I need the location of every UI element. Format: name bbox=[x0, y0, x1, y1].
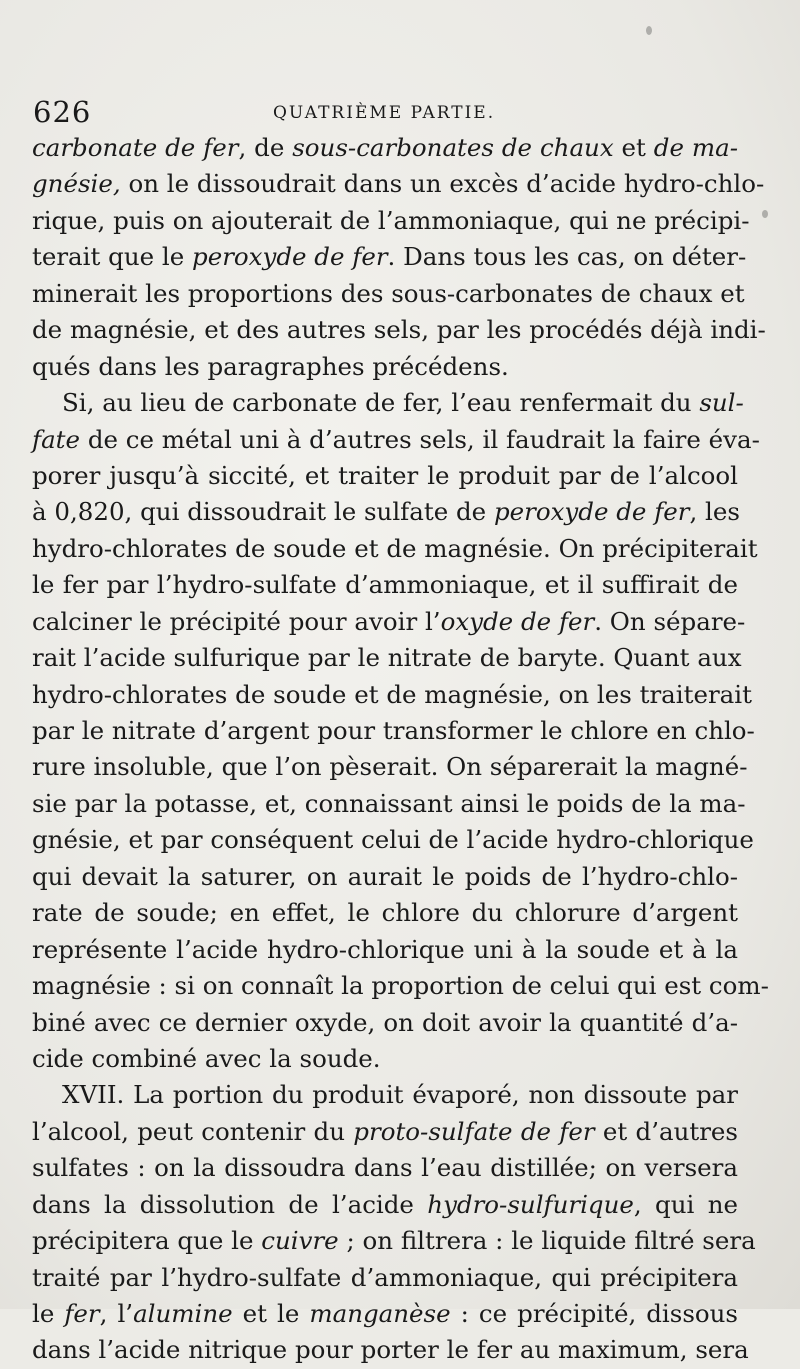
text-run: rate de soude; en effet, le chlore du chlorure d’argent bbox=[32, 898, 738, 928]
text-run: précipitera que le bbox=[32, 1226, 262, 1256]
text-run: gnésie, et par conséquent celui de l’acide hydro-chlorique bbox=[32, 825, 754, 855]
italic-text: peroxyde de fer bbox=[493, 497, 690, 527]
text-line bbox=[32, 1041, 738, 1077]
text-line bbox=[32, 749, 748, 785]
text-run: , de bbox=[238, 133, 293, 162]
text-line bbox=[32, 349, 738, 385]
italic-text: fer bbox=[64, 1299, 100, 1328]
text-run: rait l’acide sulfurique par le nitrate de baryte. Quant aux bbox=[32, 643, 742, 673]
ink-speck bbox=[646, 26, 652, 35]
text-run: qués dans les paragraphes précédens. bbox=[32, 351, 509, 381]
text-run: : ce précipité, dissous bbox=[450, 1299, 739, 1328]
text-line bbox=[32, 677, 752, 713]
text-run: de magnésie, et des autres sels, par les procédés déjà indi- bbox=[32, 315, 766, 345]
text-line bbox=[32, 1260, 738, 1296]
text-line bbox=[32, 1296, 738, 1332]
text-run: l’alcool, peut contenir du bbox=[32, 1116, 354, 1146]
text-run: minerait les proportions des sous-carbonates de chaux et bbox=[32, 278, 745, 308]
text-line bbox=[32, 531, 758, 567]
text-line bbox=[32, 494, 738, 530]
text-run: calciner le précipité pour avoir l’ bbox=[32, 606, 441, 636]
text-line bbox=[32, 567, 738, 603]
text-run: le bbox=[32, 1299, 65, 1328]
text-line bbox=[32, 458, 738, 494]
italic-text: peroxyde de fer bbox=[192, 242, 388, 272]
text-line bbox=[32, 130, 738, 166]
text-line bbox=[32, 1332, 749, 1368]
text-line bbox=[32, 1114, 738, 1150]
text-run: et le bbox=[232, 1299, 310, 1328]
italic-text: proto-sulfate de fer bbox=[353, 1116, 595, 1146]
text-line bbox=[32, 1223, 756, 1259]
text-run: par le nitrate d’argent pour transformer le chlore en chlo- bbox=[32, 716, 755, 745]
text-line bbox=[32, 239, 747, 275]
text-run: rure insoluble, que l’on pèserait. On séparerait la magné- bbox=[32, 752, 748, 782]
text-run: qui devait la saturer, on aurait le poids de l’hydro-chlo- bbox=[32, 861, 738, 891]
text-run: porer jusqu’à siccité, et traiter le produit par de l’alcool bbox=[32, 460, 738, 490]
text-run: représente l’acide hydro-chlorique uni à la soude et à la bbox=[32, 934, 738, 964]
text-run: le fer par l’hydro-sulfate d’ammoniaque, et il suffirait de bbox=[32, 570, 738, 600]
text-run: . On sépare- bbox=[594, 606, 746, 636]
text-line bbox=[32, 1187, 738, 1223]
text-run: traité par l’hydro-sulfate d’ammoniaque, qui précipitera bbox=[32, 1262, 738, 1292]
text-run: rique, puis on ajouterait de l’ammoniaque, qui ne précipi- bbox=[32, 205, 750, 235]
page-header bbox=[33, 95, 733, 135]
text-run: , l’ bbox=[99, 1299, 134, 1328]
italic-text: sous-carbonates de chaux bbox=[292, 133, 614, 162]
text-line bbox=[32, 1077, 738, 1113]
text-line bbox=[32, 713, 755, 749]
italic-text: oxyde de fer bbox=[440, 606, 595, 636]
italic-text: cuivre bbox=[261, 1226, 339, 1256]
text-run: hydro-chlorates de soude et de magnésie. On précipiterait bbox=[32, 533, 758, 563]
text-line bbox=[32, 932, 738, 968]
italic-text: alumine bbox=[133, 1299, 233, 1328]
text-run: à 0,820, qui dissoudrait le sulfate de bbox=[32, 497, 494, 527]
text-run: . Dans tous les cas, on déter- bbox=[387, 242, 747, 272]
text-run: sie par la potasse, et, connaissant ainsi le poids de la ma- bbox=[32, 788, 746, 818]
italic-text: de ma- bbox=[653, 133, 738, 162]
text-run: Si, au lieu de carbonate de fer, l’eau renfermait du bbox=[62, 388, 700, 418]
text-line bbox=[32, 1150, 738, 1186]
text-line bbox=[32, 859, 738, 895]
page-number: 626 bbox=[33, 95, 92, 129]
text-line bbox=[32, 968, 769, 1004]
text-run: terait que le bbox=[32, 242, 193, 272]
text-run: biné avec ce dernier oxyde, on doit avoir la quantité d’a- bbox=[32, 1007, 738, 1037]
body-text bbox=[32, 130, 769, 1369]
text-run: dans l’acide nitrique pour porter le fer au maximum, sera bbox=[32, 1335, 749, 1365]
ink-speck bbox=[762, 210, 768, 218]
text-run: ; on filtrera : le liquide filtré sera bbox=[338, 1226, 756, 1256]
text-line bbox=[32, 604, 746, 640]
running-head: QUATRIÈME PARTIE. bbox=[273, 103, 496, 123]
text-line bbox=[32, 786, 746, 822]
text-line bbox=[32, 203, 750, 239]
text-run: et bbox=[613, 133, 654, 162]
text-run: magnésie : si on connaît la proportion de celui qui est com- bbox=[32, 971, 769, 1001]
text-line bbox=[32, 312, 766, 348]
italic-text: sul- bbox=[699, 388, 744, 418]
text-run: sulfates : on la dissoudra dans l’eau distillée; on versera bbox=[32, 1153, 738, 1183]
text-line bbox=[32, 822, 754, 858]
text-line bbox=[32, 422, 760, 458]
text-run: on le dissoudrait dans un excès d’acide hydro-chlo- bbox=[120, 169, 765, 199]
text-run: , les bbox=[689, 497, 740, 527]
text-run: dans la dissolution de l’acide bbox=[32, 1189, 428, 1219]
text-run: cide combiné avec la soude. bbox=[32, 1043, 381, 1073]
text-line bbox=[32, 895, 738, 931]
text-line bbox=[32, 166, 765, 202]
text-run: XVII. La portion du produit évaporé, non dissoute par bbox=[62, 1080, 738, 1110]
italic-text: manganèse bbox=[309, 1299, 451, 1328]
text-line bbox=[32, 1005, 738, 1041]
text-run: , qui ne bbox=[633, 1189, 738, 1219]
italic-text: hydro-sulfurique bbox=[427, 1189, 634, 1219]
text-run: et d’autres bbox=[594, 1116, 738, 1146]
text-line bbox=[32, 276, 745, 312]
text-run: de ce métal uni à d’autres sels, il faudrait la faire éva- bbox=[80, 424, 760, 454]
italic-text: carbonate de fer bbox=[32, 133, 239, 162]
text-line bbox=[32, 385, 744, 421]
text-run: hydro-chlorates de soude et de magnésie, on les traiterait bbox=[32, 679, 752, 709]
italic-text: fate bbox=[32, 424, 81, 454]
text-line bbox=[32, 640, 742, 676]
italic-text: gnésie, bbox=[32, 169, 121, 199]
